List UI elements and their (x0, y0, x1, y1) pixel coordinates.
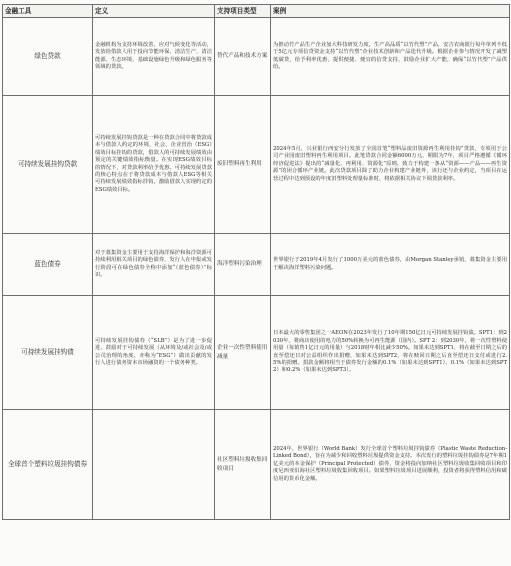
cell-definition (93, 410, 215, 520)
cell-tool: 绿色贷款 (3, 18, 93, 96)
table-row (3, 410, 510, 520)
cell-case: 2024年5月，兴业银行西安分行发放了全国首笔“塑料品废旧资源再生利用挂钩”贷款，专项用于公司产业园废旧塑料再生利用项目。此笔贷款合同金额6000万元，期限为7年，项目严格遵循《循环经济促进法》提出的“减量化、再利用、资源化”原则，致力于构建一条从“资源——产品——再生资源”的闭合循环产业链。此次贷款项目除了助力企业构建产业链外，该行还与企业约定，当项目在运营过程中达到预设的年度旧塑料处理量标准时，将依据相关协议下调贷款利率。 (271, 96, 510, 234)
cell-tool: 蓝色债券 (3, 234, 93, 296)
cell-project-type: 海洋塑料污染治理 (215, 234, 271, 296)
table-row (3, 96, 510, 234)
cell-tool: 全球首个塑料垃圾挂钩债券 (3, 410, 93, 520)
financial-instruments-table (2, 4, 510, 520)
header-project-type: 支持项目类型 (215, 5, 271, 18)
header-case: 案例 (271, 5, 510, 18)
table-row (3, 234, 510, 296)
cell-definition: 可持续发展挂钩贷款是一种在贷款合同中将贷款成本与借款人约定的环境、社会、企业管治（ESG）绩效目标挂钩的贷款，借款人的可持续发展绩效由预定的关键绩效指标衡量。在实现ESG绩效目标的情况下，对贷款利率给予优惠。可持续发展贷款的核心特点在于将贷款成本与借款人ESG等相关可持续发展绩效指标挂钩，激励借款人实现约定的ESG绩效目标。 (93, 96, 215, 234)
cell-tool: 可持续发展挂钩贷款 (3, 96, 93, 234)
table-row (3, 296, 510, 410)
cell-project-type: 社区塑料垃圾收集回收项目 (215, 410, 271, 520)
cell-case: 世界银行于2019年4月发行了1000万美元的蓝色债券，由Morgan Stanley承销，募集资金主要用于解决海洋塑料污染问题。 (271, 234, 510, 296)
header-definition: 定义 (93, 5, 215, 18)
table-header-row (3, 5, 510, 18)
cell-definition: 可持续发展挂钩债券（“SLB”）是为了进一步促进、鼓励对于可持续发展（从环境及/或社会及/或公司治理的角度，亦称为“ESG”）做出贡献的发行人进行债务资本市场融资的一个债务种类。 (93, 296, 215, 410)
cell-case: 2024年，世界银行（World Bank）发行全球首个塑料垃圾挂钩债券（Plastic Waste Reduction-Linked Bond），旨在为减少和回收塑料垃圾提供资金支持。本次发行的塑料垃圾挂钩债券是7年期1亿美元的本金保护（Principal Protected）债券，资金将投向加纳社区塑料垃圾收集回收项目和印度尼西亚沿海社区塑料垃圾收集回收项目。如果塑料垃圾项目进展顺利，投资者将获得塑料信用和碳信用的货币化金额。 (271, 410, 510, 520)
cell-definition: 金融机构为支持环境改善、应对气候变化等活动，发放给借款人用于投向节能环保、清洁生产、清洁能源、生态环境、基础设施绿色升级和绿色服务等领域的贷款。 (93, 18, 215, 96)
table-row (3, 18, 510, 96)
cell-case: 为推动竹产品生产企业加大科技研发力度，生产高品质“以竹代塑”产品，安吉农商银行每年单列不低于5亿元专项信贷资金支持“以竹代塑”企业技术创新和产品迭代升级。根据企业参与情况开发了减塑低碳贷，给予利率优惠，提供便捷、便宜的信贷支持，鼓励企业扩大产能，确保“以竹代塑”产品供给。 (271, 18, 510, 96)
cell-project-type: 废旧塑料再生利用 (215, 96, 271, 234)
cell-case: 日本最大的零售集团之一AEON在2023年发行了10年期150亿日元可持续发展挂钩债。SPT1：到2030年，将商店使用的电力的50%转换为可再生能源（国内）。SPT 2：到2030年，将一次性塑料使用量（每销售1亿日元的用量）与2018财年相比减少50%。如果未达到SPT1，将在截至日期之后的直至偿还日对公益组织作出捐赠，如果未达到SPT2，将在赎回日期之后直至偿还日支付或进行2.5%的捐赠。捐款金额将相当于债券发行金额的0.1%（如果未达到SPT1）、0.1%（如果未达到SPT2）和0.2%（如果未达到SPT3）。 (271, 296, 510, 410)
header-tool: 金融工具 (3, 5, 93, 18)
cell-project-type: 替代产品和技术方案 (215, 18, 271, 96)
cell-tool: 可持续发展挂钩债 (3, 296, 93, 410)
cell-definition: 对于募集资金主要用于支持海洋保护和海洋资源可持续利用相关项目的绿色债券，发行人在申报或发行阶段可在绿色债券全称中添加“（蓝色债券）”标识。 (93, 234, 215, 296)
cell-project-type: 企业一次性塑料使用减量 (215, 296, 271, 410)
